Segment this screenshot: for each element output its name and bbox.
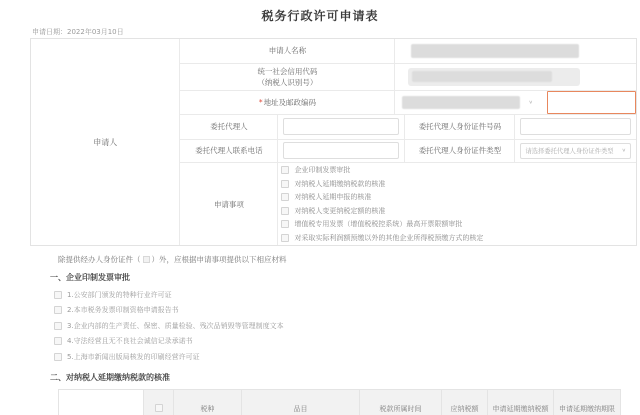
apply-item-label: 对纳税人延期缴纳税款的核准: [294, 179, 386, 188]
checkbox[interactable]: [54, 337, 62, 345]
address-redacted-value: [402, 96, 520, 109]
material-item: [54, 287, 637, 303]
checkbox[interactable]: [54, 322, 62, 330]
apply-item-option: [281, 191, 636, 205]
applicant-name-value-cell: [395, 39, 636, 63]
agent-id-number-input[interactable]: [520, 118, 631, 135]
material-item-label: 5.上海市新闻出版局核发的印刷经营许可证: [67, 352, 200, 361]
defer-table-header-defer-amount: 申请延期缴纳税额: [488, 389, 554, 415]
checkbox[interactable]: [54, 291, 62, 299]
agent-id-type-placeholder: 请选择委托代理人身份证件类型: [525, 148, 614, 156]
apply-item-option: [281, 204, 636, 218]
defer-table-header-period: 税款所属时间: [360, 389, 442, 415]
defer-table-header-item: 品目: [242, 389, 360, 415]
agent-phone-cell: [278, 140, 405, 163]
materials-section2-heading: 二、对纳税人延期缴纳税款的核准: [50, 372, 170, 382]
address-value-cell: [395, 91, 636, 114]
checkbox[interactable]: [281, 234, 289, 242]
defer-tax-header-row: [59, 389, 621, 415]
materials-intro-prefix: 除提供经办人身份证件（: [58, 255, 141, 264]
page-title: 税务行政许可申请表: [261, 9, 379, 23]
apply-items-row: [180, 163, 636, 245]
apply-date: 申请日期：2022年03月10日: [32, 28, 124, 36]
credit-code-input-disabled: [408, 68, 580, 86]
material-item-label: 3.企业内部的生产责任、保密、质量检验、残次品销毁等管理制度文本: [67, 321, 284, 330]
agent-id-type-select[interactable]: [520, 143, 631, 159]
apply-item-label: 增值税专用发票（增值税税控系统）最高开票限额审批: [294, 220, 463, 229]
materials-section: [30, 246, 637, 415]
materials-section1-list: [54, 287, 637, 365]
checkbox[interactable]: [54, 353, 62, 361]
applicant-name-label: 申请人名称: [180, 39, 395, 63]
checkbox[interactable]: [281, 193, 289, 201]
materials-intro: [58, 254, 637, 265]
apply-item-option: [281, 164, 636, 178]
checkbox[interactable]: [281, 166, 289, 174]
defer-table-spacer-cell: [59, 389, 144, 415]
checkbox[interactable]: [281, 207, 289, 215]
credit-code-redacted-value: [412, 71, 552, 82]
applicant-form-table: [30, 38, 637, 246]
material-item-label: 4.守法经营且无不良社会诚信记录承诺书: [67, 337, 193, 346]
checkbox[interactable]: [54, 306, 62, 314]
checkbox[interactable]: [281, 180, 289, 188]
defer-table-header-taxtype: 税种: [174, 389, 242, 415]
chevron-down-icon: ∨: [621, 148, 626, 154]
credit-code-label-line1: 统一社会信用代码: [257, 66, 318, 76]
apply-item-label: 对纳税人变更纳税定额的核准: [294, 206, 386, 215]
address-row: [180, 91, 636, 115]
postal-code-input[interactable]: [547, 91, 636, 114]
agent-id-type-label: 委托代理人身份证件类型: [405, 140, 515, 163]
agent-row: [180, 115, 636, 140]
agent-name-cell: [278, 115, 405, 139]
agent-id-number-cell: [515, 115, 636, 139]
agent-phone-row: [180, 140, 636, 164]
checkbox[interactable]: [281, 220, 289, 228]
agent-phone-label: 委托代理人联系电话: [180, 140, 278, 163]
material-item-label: 2.本市税务发票印制资格申请报告书: [67, 306, 179, 315]
applicant-name-row: [180, 39, 636, 64]
credit-code-label-line2: （纳税人识别号）: [257, 77, 318, 87]
material-item: [54, 334, 637, 350]
material-item: [54, 318, 637, 334]
agent-id-type-cell: [515, 140, 636, 163]
agent-phone-input[interactable]: [283, 142, 399, 159]
defer-table-header-defer-deadline: 申请延期缴纳期限: [554, 389, 621, 415]
defer-table-header-payable: 应纳税额: [442, 389, 488, 415]
applicant-group-label: 申请人: [31, 39, 180, 245]
chevron-down-icon[interactable]: ∨: [528, 99, 533, 105]
apply-items-list: [278, 163, 636, 245]
credit-code-value-cell: [395, 64, 636, 90]
materials-intro-suffix: ）外，应根据申请事项提供以下相应材料: [151, 255, 287, 264]
apply-item-option: [281, 231, 636, 245]
required-asterisk: *: [258, 97, 263, 107]
material-item: [54, 349, 637, 365]
agent-name-input[interactable]: [283, 118, 399, 135]
apply-item-label: 企业印制发票审批: [294, 166, 351, 175]
apply-item-option: [281, 177, 636, 191]
apply-item-option: [281, 218, 636, 232]
apply-item-label: 对采取实际利润额预缴以外的其他企业所得税预缴方式的核定: [294, 233, 484, 242]
material-item: [54, 303, 637, 319]
credit-code-label: [180, 64, 395, 90]
apply-item-label: 对纳税人延期申报的核准: [294, 193, 372, 202]
copies-count-box[interactable]: [143, 256, 150, 263]
agent-id-number-label: 委托代理人身份证件号码: [405, 115, 515, 139]
credit-code-row: [180, 64, 636, 91]
defer-tax-table: [58, 389, 621, 415]
address-label: 地址及邮政编码: [263, 97, 317, 107]
applicant-name-redacted-value: [411, 44, 579, 58]
select-all-checkbox[interactable]: [155, 404, 163, 412]
defer-table-select-all-cell: [144, 389, 174, 415]
agent-label: 委托代理人: [180, 115, 278, 139]
materials-section1-heading: 一、企业印制发票审批: [50, 273, 130, 282]
material-item-label: 1.公安部门颁发的特种行业许可证: [67, 290, 172, 299]
address-label-cell: [180, 91, 395, 114]
apply-items-group-label: 申请事项: [180, 163, 278, 245]
